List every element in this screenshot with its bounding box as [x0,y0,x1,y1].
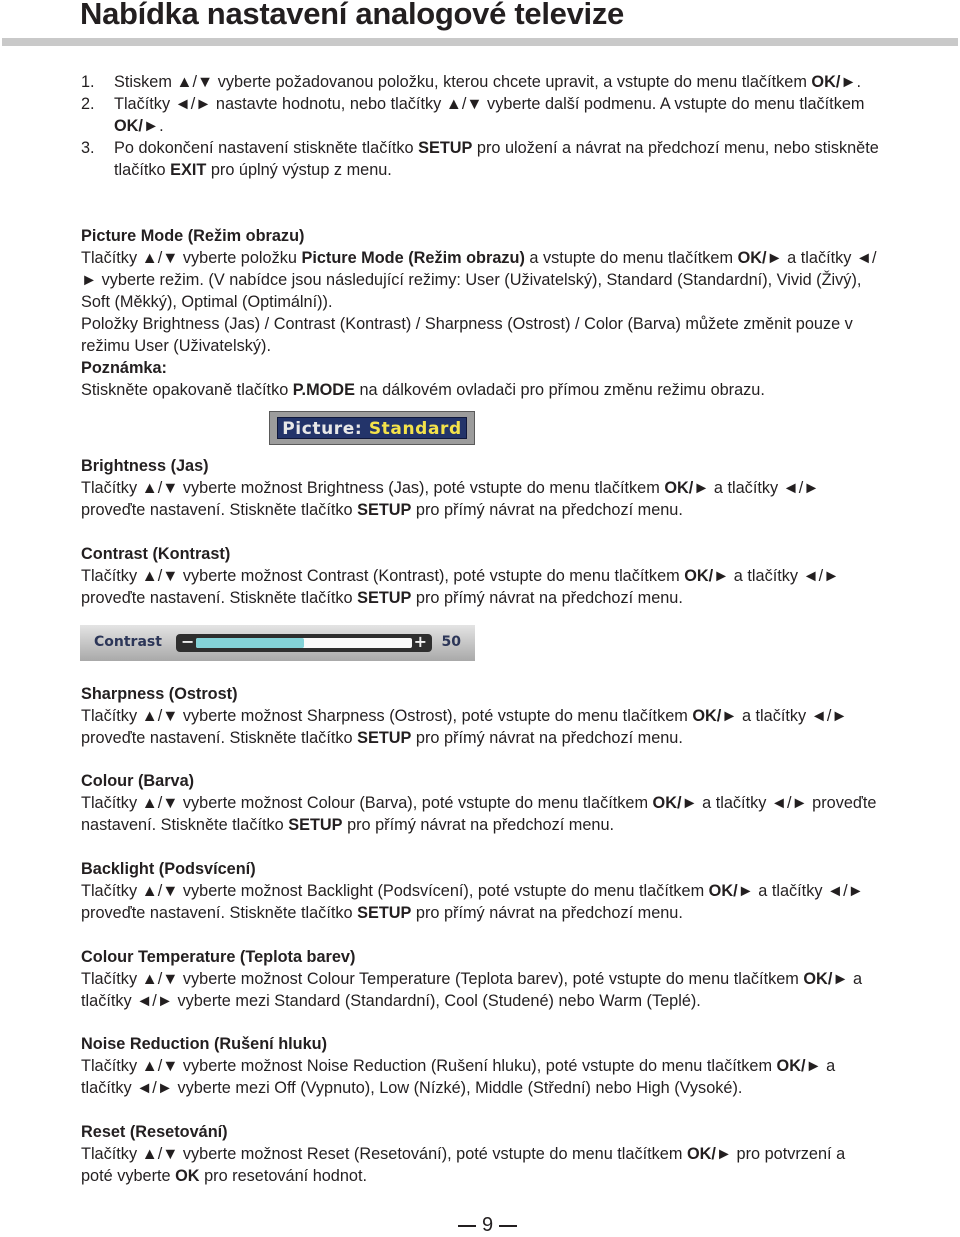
section-colour [81,770,881,836]
body-text: a vstupte do menu tlačítkem [524,249,738,267]
contrast-osd-label: Contrast [94,634,162,650]
list-item [81,71,881,93]
footer-dash [458,1225,476,1227]
body-text: Stiskněte opakovaně tlačítko [81,381,293,399]
section-heading: Contrast (Kontrast) [81,545,231,563]
footer-dash [499,1225,517,1227]
body-text: a tlačítky ◄/► proveďte nastavení. Stiskněte tlačítko [81,794,877,834]
page-footer [452,1214,523,1237]
body-bold: OK/► [686,1145,732,1163]
section-picture-mode [81,225,881,401]
step-text: Tlačítky ◄/► nastavte hodnotu, nebo tlačítky ▲/▼ vyberte další podmenu. A vstupte do menu tlačítkem [114,95,865,113]
body-text: a tlačítky ◄/► proveďte nastavení. Stiskněte tlačítko [81,882,864,922]
body-bold: OK/► [737,249,783,267]
plus-icon: + [413,632,427,651]
step-text: Po dokončení nastavení stiskněte tlačítko [114,139,419,157]
body-bold: OK/► [684,567,730,585]
body-text: pro přímý návrat na předchozí menu. [411,501,683,519]
section-backlight [81,858,881,924]
minus-icon: − [181,632,195,651]
section-heading: Picture Mode (Režim obrazu) [81,227,305,245]
section-body [81,1055,881,1099]
body-bold: OK/► [664,479,710,497]
step-bold: OK/► [114,117,160,135]
section-colour-temperature [81,946,881,1012]
body-text: pro přímý návrat na předchozí menu. [411,589,683,607]
step-text: pro úplný výstup z menu. [206,161,392,179]
body-text: a tlačítky ◄/► vyberte mezi Off (Vypnuto), Low (Nízké), Middle (Střední) nebo High (Vysoké). [81,1057,836,1097]
body-bold: P.MODE [292,381,355,399]
list-item [81,137,881,181]
section-body [81,565,881,609]
body-text: Tlačítky ▲/▼ vyberte možnost Contrast (Kontrast), poté vstupte do menu tlačítkem [81,567,685,585]
body-bold: OK/► [776,1057,822,1075]
contrast-osd-value: 50 [441,634,461,650]
body-bold: SETUP [357,501,412,519]
step-text: pro uložení a návrat na předchozí menu, nebo stiskněte tlačítko [114,139,879,179]
step-number: 1. [81,73,95,91]
section-brightness [81,455,881,521]
body-bold: Picture Mode (Režim obrazu) [301,249,525,267]
section-body [81,477,881,521]
osd-panel [277,417,467,439]
osd-value: Standard [368,419,462,439]
step-text: . [856,73,861,91]
page-title: Nabídka nastavení analogové televize [80,0,624,31]
body-text: Tlačítky ▲/▼ vyberte možnost Sharpness (Ostrost), poté vstupte do menu tlačítkem [81,707,693,725]
title-underline [2,38,958,46]
step-number: 2. [81,95,95,113]
slider-fill [196,638,304,648]
body-text: a tlačítky ◄/► proveďte nastavení. Stiskněte tlačítko [81,479,820,519]
section-reset [81,1121,881,1187]
body-text: Tlačítky ▲/▼ vyberte možnost Reset (Resetování), poté vstupte do menu tlačítkem [81,1145,687,1163]
body-bold: SETUP [357,729,412,747]
body-text: pro potvrzení a poté vyberte [81,1145,846,1185]
step-text: . [159,117,164,135]
body-text: a tlačítky ◄/► vyberte mezi Standard (Standardní), Cool (Studené) nebo Warm (Teplé). [81,970,863,1010]
body-text: na dálkovém ovladači pro přímou změnu režimu obrazu. [354,381,765,399]
osd-label: Picture: [282,419,369,439]
body-text: Tlačítky ▲/▼ vyberte možnost Colour Temperature (Teplota barev), poté vstupte do menu tlačítkem [81,970,804,988]
section-body [81,247,881,313]
body-bold: OK/► [803,970,849,988]
picture-mode-osd-image [269,411,475,445]
body-text: Tlačítky ▲/▼ vyberte možnost Backlight (Podsvícení), poté vstupte do menu tlačítkem [81,882,709,900]
contrast-slider-track [176,634,432,652]
body-text: Tlačítky ▲/▼ vyberte možnost Noise Reduction (Rušení hluku), poté vstupte do menu tlačítkem [81,1057,777,1075]
section-noise-reduction [81,1033,881,1099]
step-bold: SETUP [418,139,473,157]
section-sharpness [81,683,881,749]
page-number: 9 [482,1214,494,1236]
body-bold: OK [175,1167,200,1185]
section-heading: Noise Reduction (Rušení hluku) [81,1035,328,1053]
note-heading: Poznámka: [81,359,167,377]
contrast-osd-image [80,625,475,661]
section-contrast [81,543,881,609]
section-body [81,792,881,836]
body-bold: OK/► [708,882,754,900]
body-text: a tlačítky ◄/► vyberte režim. (V nabídce jsou následující režimy: User (Uživatelský), Standard (Standardní), Vivid (Živý), Soft (Měkký), Optimal (Optimální)). [81,249,877,311]
list-item [81,93,881,137]
section-body [81,968,881,1012]
section-body [81,705,881,749]
body-bold: OK/► [652,794,698,812]
body-bold: SETUP [357,904,412,922]
body-text: Tlačítky ▲/▼ vyberte možnost Colour (Barva), poté vstupte do menu tlačítkem [81,794,653,812]
body-text: pro přímý návrat na předchozí menu. [411,904,683,922]
body-bold: SETUP [357,589,412,607]
body-text: pro resetování hodnot. [199,1167,368,1185]
section-heading: Colour Temperature (Teplota barev) [81,948,356,966]
body-text: Tlačítky ▲/▼ vyberte možnost Brightness (Jas), poté vstupte do menu tlačítkem [81,479,665,497]
note-body [81,379,881,401]
section-body [81,880,881,924]
step-bold: OK/► [811,73,857,91]
steps-list [81,71,881,181]
slider-inner [196,638,412,648]
section-body [81,1143,881,1187]
section-heading: Sharpness (Ostrost) [81,685,238,703]
step-number: 3. [81,139,95,157]
osd-text [278,419,466,439]
step-bold: EXIT [170,161,207,179]
step-text: Stiskem ▲/▼ vyberte požadovanou položku, kterou chcete upravit, a vstupte do menu tlačítkem [114,73,812,91]
body-text: Tlačítky ▲/▼ vyberte položku [81,249,302,267]
section-heading: Brightness (Jas) [81,457,209,475]
body-bold: OK/► [692,707,738,725]
section-heading: Backlight (Podsvícení) [81,860,256,878]
section-body: Položky Brightness (Jas) / Contrast (Kontrast) / Sharpness (Ostrost) / Color (Barva) můžete změnit pouze v režimu User (Uživatelský). [81,315,853,355]
section-heading: Reset (Resetování) [81,1123,228,1141]
body-text: a tlačítky ◄/► proveďte nastavení. Stiskněte tlačítko [81,707,848,747]
section-heading: Colour (Barva) [81,772,195,790]
body-text: pro přímý návrat na předchozí menu. [411,729,683,747]
body-text: pro přímý návrat na předchozí menu. [342,816,615,834]
body-text: a tlačítky ◄/► proveďte nastavení. Stiskněte tlačítko [81,567,840,607]
body-bold: SETUP [288,816,343,834]
